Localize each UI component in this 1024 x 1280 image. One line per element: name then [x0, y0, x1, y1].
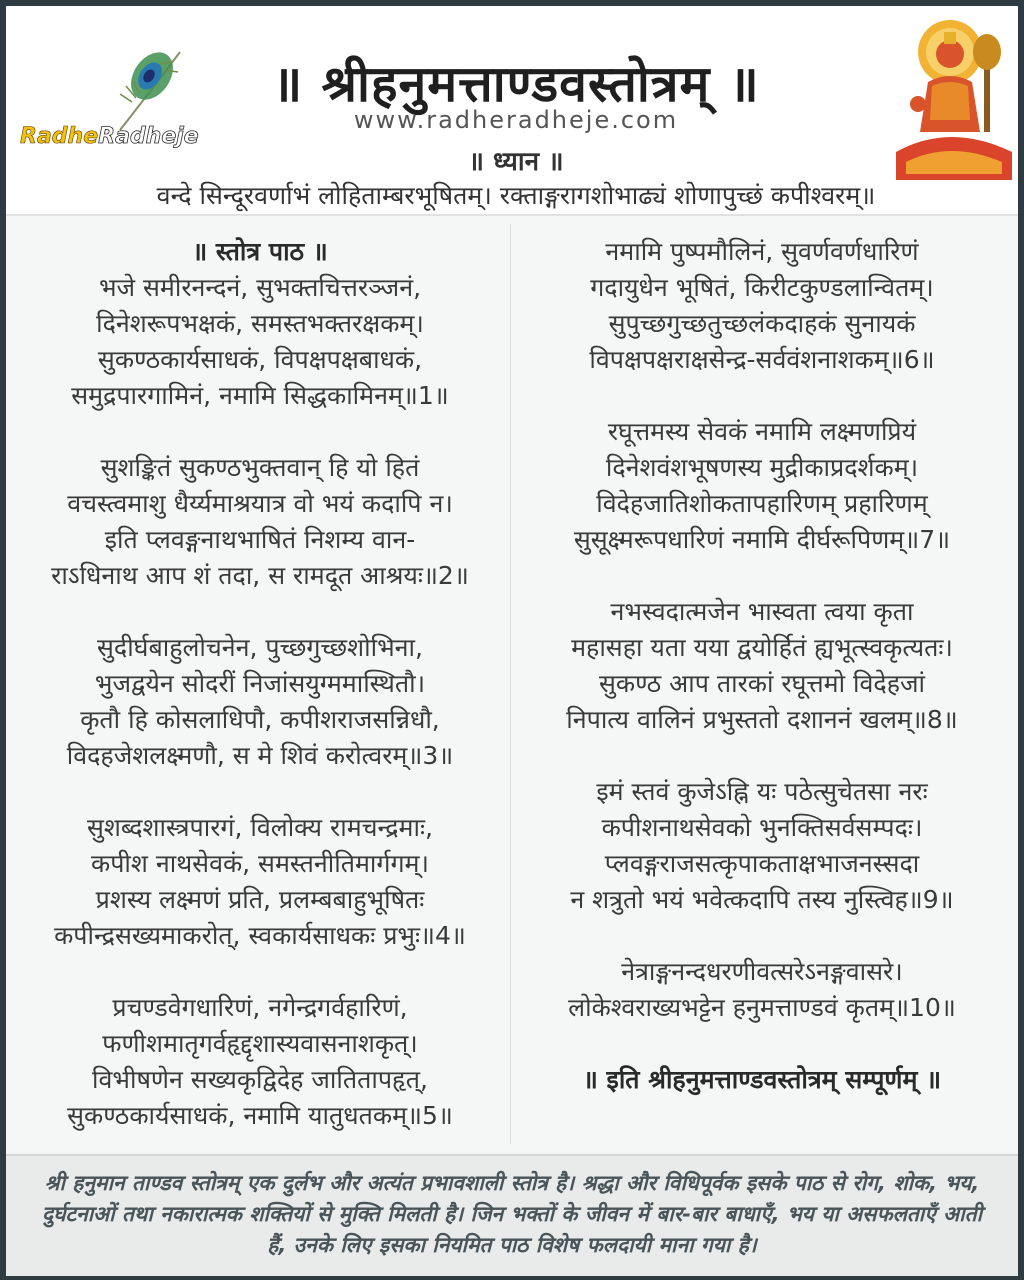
stanza-9	[512, 774, 1012, 918]
verse-line: विभीषणेन सख्यकृद्विदेह जातितापहृत्,	[92, 1065, 428, 1094]
stanza-3	[10, 630, 510, 774]
verse-line: प्लवङ्गराजसत्कृपाकताक्षभाजनस्सदा	[604, 849, 920, 878]
verse-line: न शत्रुतो भयं भवेत्कदापि तस्य नुस्त्विह॥9॥	[570, 885, 954, 914]
stanza-4	[10, 810, 510, 954]
verse-line: सुकण्ठकार्यसाधकं, विपक्षपक्षबाधकं,	[97, 345, 423, 374]
website-url[interactable]: www.radheradheje.com	[353, 106, 679, 134]
verse-line: नमामि पुष्पमौलिनं, सुवर्णवर्णधारिणं	[605, 237, 919, 266]
stanza-6	[512, 234, 1012, 378]
hanuman-image	[888, 12, 1020, 190]
verse-line: सुशब्दशास्त्रपारगं, विलोक्य रामचन्द्रमाः,	[87, 813, 433, 842]
stotra-heading: ॥ स्तोत्र पाठ ॥	[192, 237, 328, 266]
verse-line: वचस्त्वमाशु धैर्य्यमाश्रयात्र वो भयं कदापि न।	[67, 489, 453, 518]
verse-line: सुशङ्कितं सुकण्ठभुक्तवान् हि यो हितं	[100, 453, 420, 482]
footer	[6, 1154, 1018, 1276]
verse-line: नभस्वदात्मजेन भास्वता त्वया कृता	[610, 597, 914, 626]
verse-line: प्रशस्य लक्ष्मणं प्रति, प्रलम्बबाहुभूषितः	[95, 885, 425, 914]
verse-line: समुद्रपारगामिनं, नमामि सिद्धकामिनम्॥1॥	[71, 381, 449, 410]
verse-line: रघूत्तमस्य सेवकं नमामि लक्ष्मणप्रियं	[607, 417, 917, 446]
verse-line: लोकेश्वराख्यभट्टेन हनुमत्ताण्डवं कृतम्॥10॥	[568, 993, 956, 1022]
column-divider	[510, 224, 511, 1144]
verse-line: इमं स्तवं कुजेऽह्नि यः पठेत्सुचेतसा नरः	[596, 777, 928, 806]
closing-line: ॥ इति श्रीहनुमत्ताण्डवस्तोत्रम् सम्पूर्णम् ॥	[582, 1065, 942, 1094]
verse-line: फणीशमातृगर्वहृद्दृशास्यवासनाशकृत्।	[102, 1029, 418, 1058]
verse-line: कपीशनाथसेवको भुनक्तिसर्वसम्पदः।	[601, 813, 923, 842]
verse-line: प्रचण्डवेगधारिणं, नगेन्द्रगर्वहारिणं,	[112, 993, 408, 1022]
verse-line: भुजद्वयेन सोदरीं निजांसयुग्ममास्थितौ।	[94, 669, 426, 698]
dhyan-heading: ॥ ध्यान ॥	[468, 147, 564, 177]
verse-line: इति प्लवङ्गनाथभाषितं निशम्य वान-	[104, 525, 416, 554]
verse-line: सुदीर्घबाहुलोचनेन, पुच्छगुच्छशोभिना,	[97, 633, 423, 662]
stanza-2	[10, 450, 510, 594]
stanza-8	[512, 594, 1012, 738]
verse-line: कपीन्द्रसख्यमाकरोत्, स्वकार्यसाधकः प्रभुः॥4॥	[54, 921, 466, 950]
verse-line: विदेहजातिशोकतापहारिणम् प्रहारिणम्	[596, 489, 928, 518]
header	[6, 6, 1018, 214]
verse-line: निपात्य वालिनं प्रभुस्ततो दशाननं खलम्॥8॥	[566, 705, 958, 734]
verse-line: कृतौ हि कोसलाधिपौ, कपीशराजसन्निधौ,	[80, 705, 440, 734]
verse-line: गदायुधेन भूषितं, किरीटकुण्डलान्वितम्।	[590, 273, 934, 302]
dhyan-verse: वन्दे सिन्दूरवर्णाभं लोहिताम्बरभूषितम्। रक्ताङ्गरागशोभाढ्यं शोणापुच्छं कपीश्वरम्॥	[156, 181, 876, 210]
site-logo: RadheRadheje	[20, 124, 199, 149]
verse-line: महासहा यता यया द्वयोर्हितं ह्यभूत्स्वकृत्यतः।	[571, 633, 953, 662]
verse-line: कपीश नाथसेवकं, समस्तनीतिमार्गगम्।	[91, 849, 429, 878]
verse-line: विपक्षपक्षराक्षसेन्द्र-सर्ववंशनाशकम्॥6॥	[589, 345, 935, 374]
footer-description: श्री हनुमान ताण्डव स्तोत्रम् एक दुर्लभ और अत्यंत प्रभावशाली स्तोत्र है। श्रद्धा और विधिपूर्वक इसके पाठ से रोग, शोक, भय, दुर्घटनाओं तथा नकारात्मक शक्तियों से मुक्ति मिलती है। जिन भक्तों के जीवन में बार-बार बाधाएँ, भय या असफलताएँ आती हैं, उनके लिए इसका नियमित पाठ विशेष फलदायी माना गया है।	[41, 1171, 983, 1257]
stanza-7	[512, 414, 1012, 558]
verse-line: राऽधिनाथ आप शं तदा, स रामदूत आश्रयः॥2॥	[51, 561, 469, 590]
left-column	[10, 234, 510, 1134]
verse-line: सुपुच्छगुच्छतुच्छलंकदाहकं सुनायकं	[608, 309, 916, 338]
verse-line: सुसूक्ष्मरूपधारिणं नमामि दीर्घरूपिणम्॥7॥	[573, 525, 951, 554]
verse-line: सुकण्ठ आप तारकां रघूत्तमो विदेहजां	[598, 669, 926, 698]
stanza-1	[10, 270, 510, 414]
verse-line: विदहजेशलक्ष्मणौ, स मे शिवं करोत्वरम्॥3॥	[66, 741, 454, 770]
page-title: ॥ श्रीहनुमत्ताण्डवस्तोत्रम् ॥	[272, 55, 760, 113]
stotra-panel	[6, 214, 1018, 1154]
stanza-10	[512, 954, 1012, 1026]
verse-line: नेत्राङ्गनन्दधरणीवत्सरेऽनङ्गवासरे।	[621, 957, 903, 986]
verse-line: सुकण्ठकार्यसाधकं, नमामि यातुधतकम्॥5॥	[67, 1101, 453, 1130]
verse-line: दिनेशवंशभूषणस्य मुद्रीकाप्रदर्शकम्।	[605, 453, 919, 482]
right-column	[512, 234, 1012, 1098]
stanza-5	[10, 990, 510, 1134]
verse-line: दिनेशरूपभक्षकं, समस्तभक्तरक्षकम्।	[96, 309, 424, 338]
verse-line: भजे समीरनन्दनं, सुभक्तचित्तरञ्जनं,	[98, 273, 422, 302]
